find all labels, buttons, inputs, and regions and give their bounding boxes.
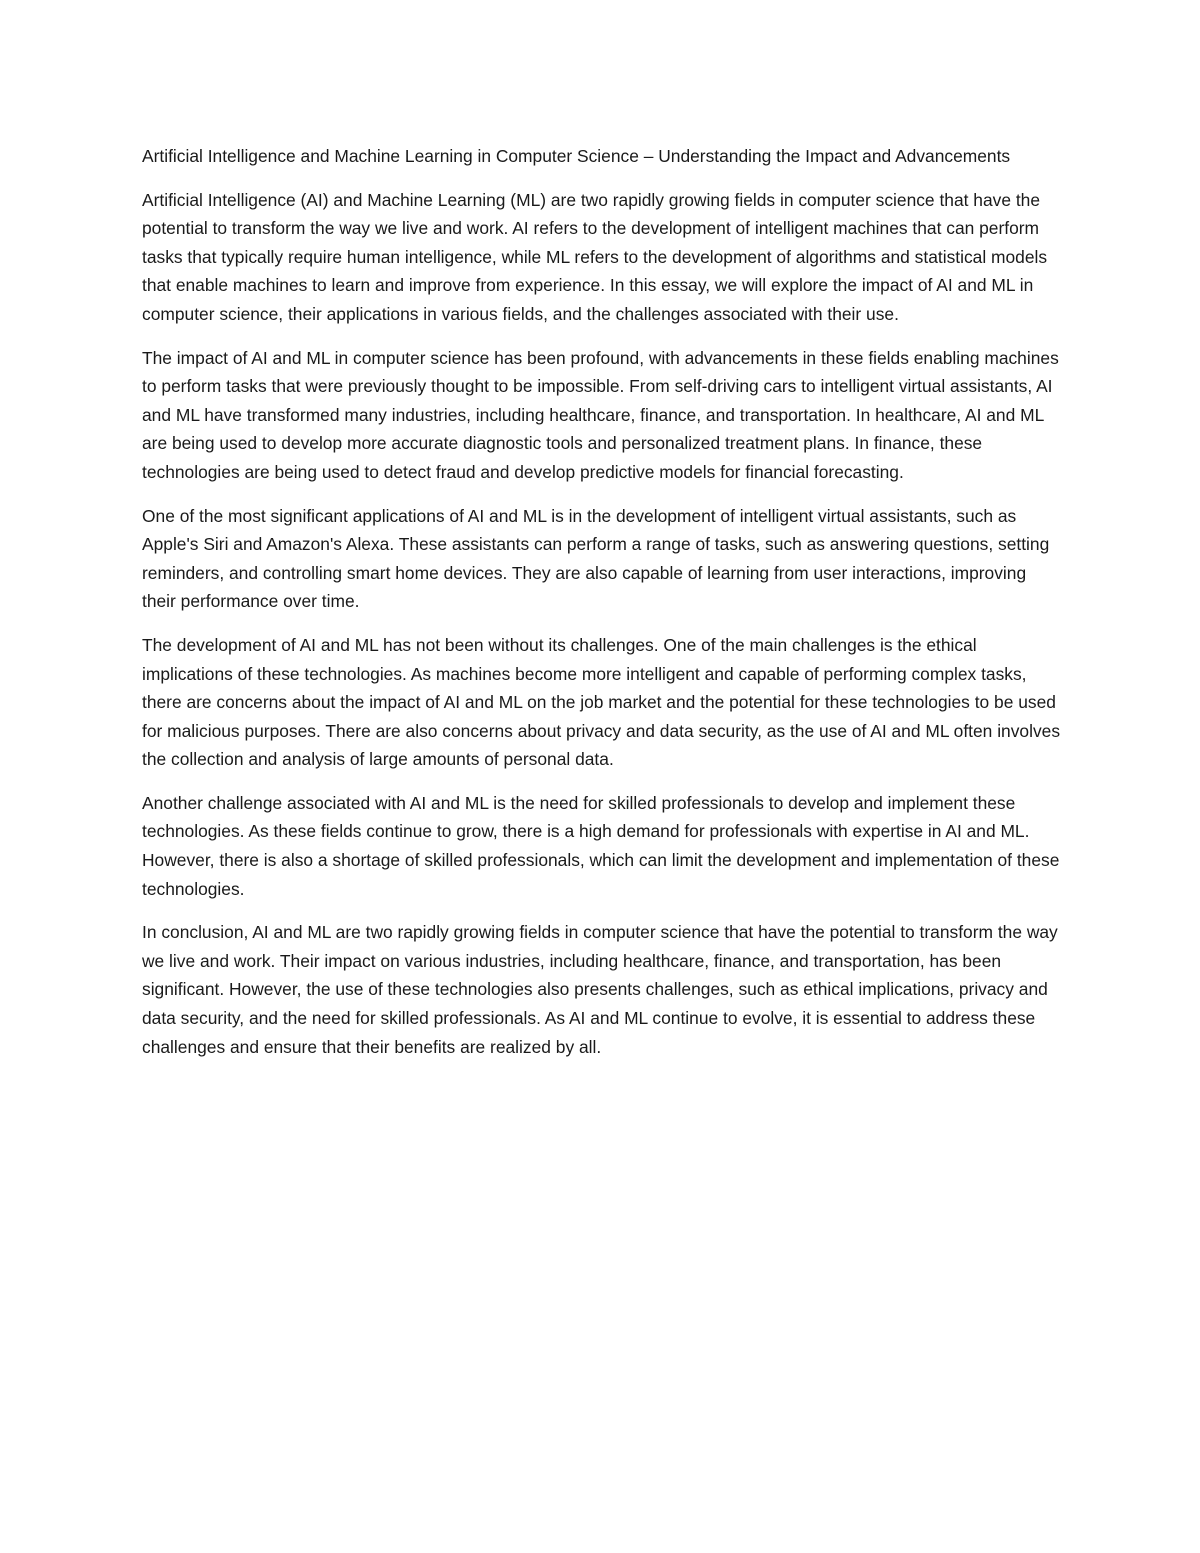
paragraph-impact: The impact of AI and ML in computer science has been profound, with advancements in these fields enabling machines to perform tasks that were previously thought to be impossible. From self-driving cars to intelligent virtual assistants, AI and ML have transformed many industries, including healthcare, finance, and transportation. In healthcare, AI and ML are being used to develop more accurate diagnostic tools and personalized treatment plans. In finance, these technologies are being used to detect fraud and develop predictive models for financial forecasting.: [142, 347, 1059, 482]
paragraph-skills-challenge: Another challenge associated with AI and ML is the need for skilled professionals to develop and implement these technologies. As these fields continue to grow, there is a high demand for professionals with expertise in AI and ML. However, there is also a shortage of skilled professionals, which can limit the development and implementation of these technologies.: [142, 792, 1060, 899]
paragraph-introduction: Artificial Intelligence (AI) and Machine Learning (ML) are two rapidly growing fields in computer science that have the potential to transform the way we live and work. AI refers to the development of intelligent machines that can perform tasks that typically require human intelligence, while ML refers to the development of algorithms and statistical models that enable machines to learn and improve from experience. In this essay, we will explore the impact of AI and ML in computer science, their applications in various fields, and the challenges associated with their use.: [142, 189, 1048, 324]
paragraph-ethical-challenges: The development of AI and ML has not been without its challenges. One of the main challenges is the ethical implications of these technologies. As machines become more intelligent and capable of performing complex tasks, there are concerns about the impact of AI and ML on the job market and the potential for these technologies to be used for malicious purposes. There are also concerns about privacy and data security, as the use of AI and ML often involves the collection and analysis of large amounts of personal data.: [142, 634, 1061, 770]
paragraph-virtual-assistants: One of the most significant applications of AI and ML is in the development of intelligent virtual assistants, such as Apple's Siri and Amazon's Alexa. These assistants can perform a range of tasks, such as answering questions, setting reminders, and controlling smart home devices. They are also capable of learning from user interactions, improving their performance over time.: [142, 505, 1050, 612]
document-body: [142, 142, 1062, 1076]
document-title: Artificial Intelligence and Machine Learning in Computer Science – Understanding the Impact and Advancements: [142, 146, 1011, 166]
paragraph-conclusion: In conclusion, AI and ML are two rapidly growing fields in computer science that have the potential to transform the way we live and work. Their impact on various industries, including healthcare, finance, and transportation, has been significant. However, the use of these technologies also presents challenges, such as ethical implications, privacy and data security, and the need for skilled professionals. As AI and ML continue to evolve, it is essential to address these challenges and ensure that their benefits are realized by all.: [142, 922, 1058, 1057]
